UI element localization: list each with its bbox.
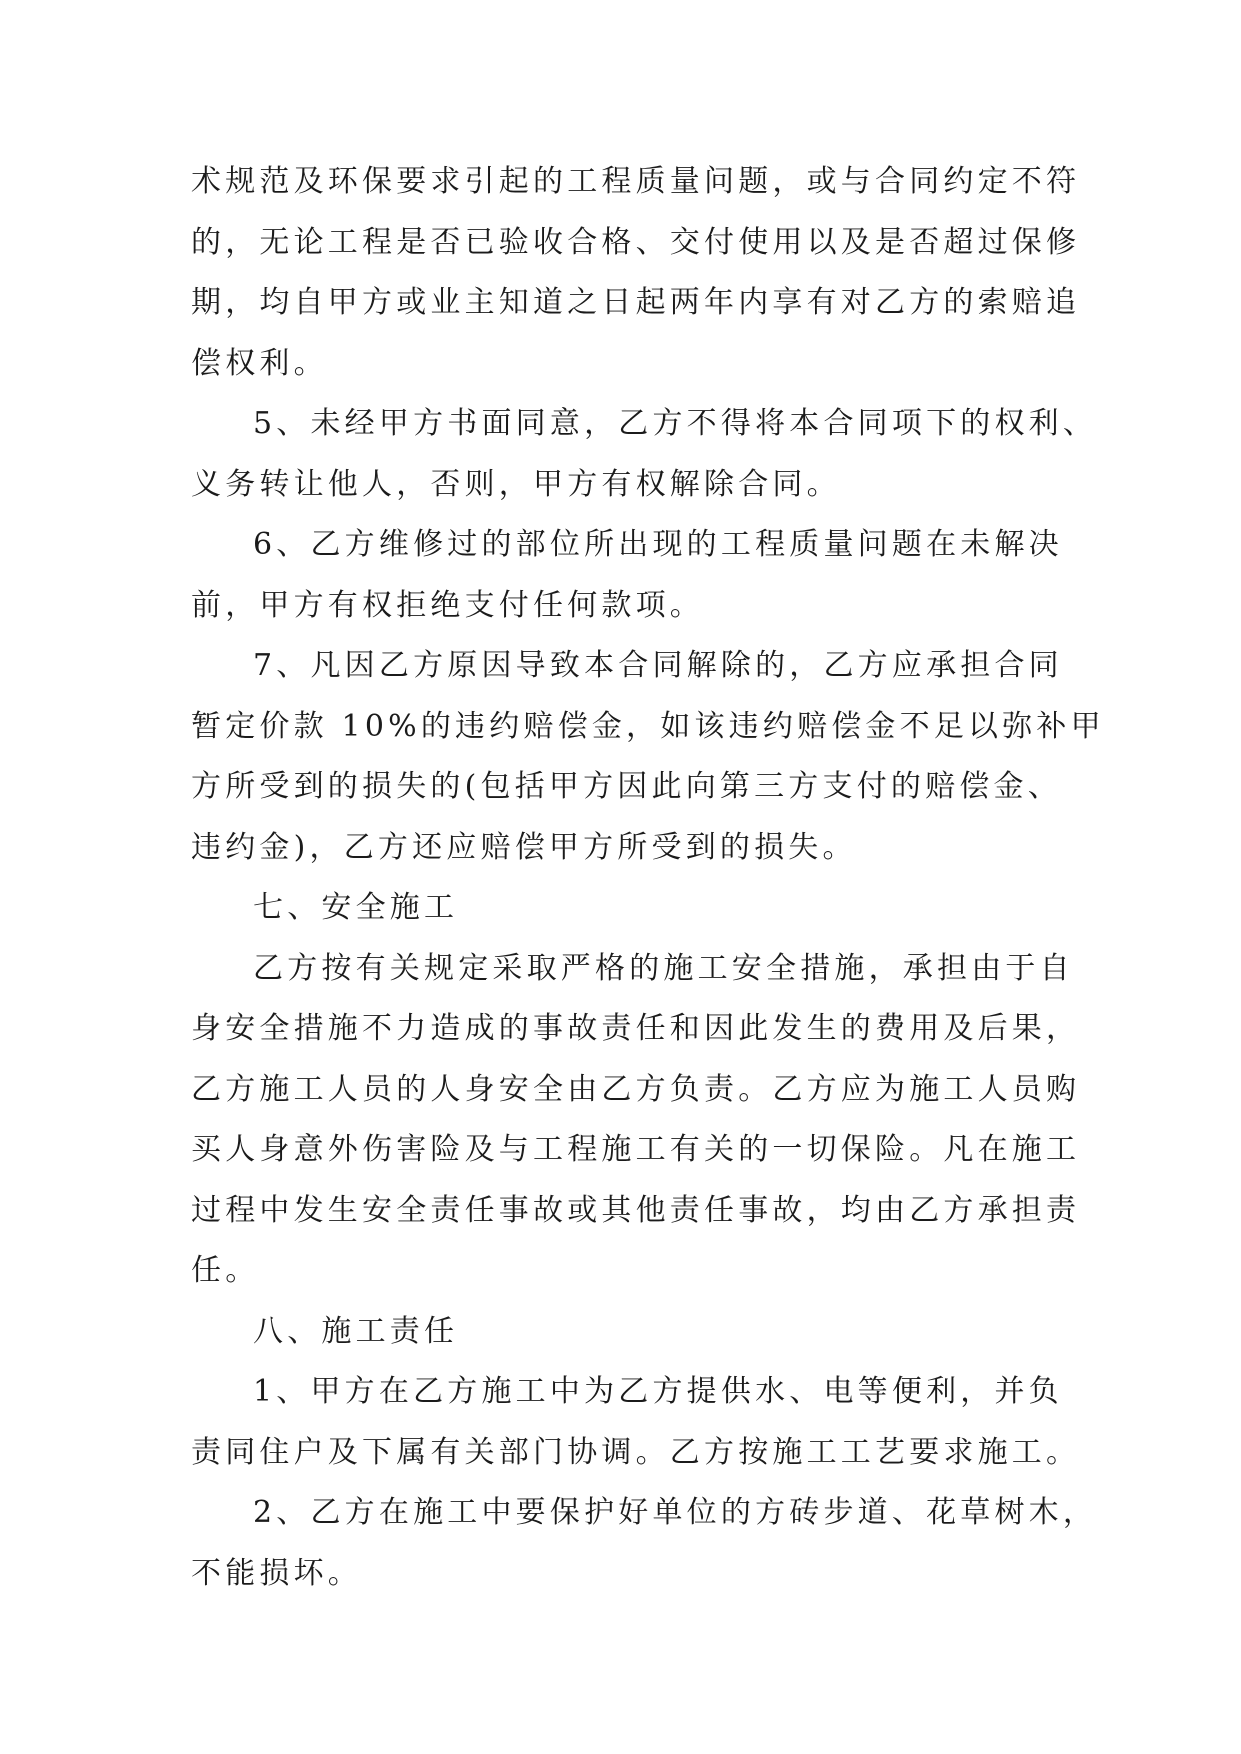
text-line: 身安全措施不力造成的事故责任和因此发生的费用及后果， <box>191 1011 1081 1046</box>
text-line: 任。 <box>191 1253 260 1288</box>
text-line: 买人身意外伤害险及与工程施工有关的一切保险。凡在施工 <box>191 1132 1081 1167</box>
text-line: 过程中发生安全责任事故或其他责任事故，均由乙方承担责 <box>191 1192 1081 1228</box>
clause-1-line: 1、甲方在乙方施工中为乙方提供水、电等便利，并负 <box>253 1374 1063 1409</box>
text-line: 偿权利。 <box>191 345 328 381</box>
safety-paragraph-line: 乙方按有关规定采取严格的施工安全措施，承担由于自 <box>253 950 1074 986</box>
text-line: 乙方施工人员的人身安全由乙方负责。乙方应为施工人员购 <box>191 1071 1081 1107</box>
text-line: 期，均自甲方或业主知道之日起两年内享有对乙方的索赔追 <box>191 285 1081 320</box>
text-line: 的，无论工程是否已验收合格、交付使用以及是否超过保修 <box>191 224 1081 260</box>
document-body <box>191 152 1105 1604</box>
text-line: 暂定价款 10%的违约赔偿金，如该违约赔偿金不足以弥补甲 <box>191 708 1105 744</box>
text-line: 前，甲方有权拒绝支付任何款项。 <box>191 587 704 623</box>
text-line: 责同住户及下属有关部门协调。乙方按施工工艺要求施工。 <box>191 1434 1081 1470</box>
clause-5-line: 5、未经甲方书面同意，乙方不得将本合同项下的权利、 <box>253 406 1098 441</box>
text-line: 术规范及环保要求引起的工程质量问题，或与合同约定不符 <box>191 164 1081 199</box>
text-line: 方所受到的损失的(包括甲方因此向第三方支付的赔偿金、 <box>191 769 1062 804</box>
text-line: 违约金)，乙方还应赔偿甲方所受到的损失。 <box>191 829 857 865</box>
clause-7-line: 7、凡因乙方原因导致本合同解除的，乙方应承担合同 <box>253 648 1063 683</box>
text-line: 不能损坏。 <box>191 1555 362 1591</box>
clause-6-line: 6、乙方维修过的部位所出现的工程质量问题在未解决 <box>253 527 1063 562</box>
section-heading-responsibility: 八、施工责任 <box>253 1313 459 1349</box>
text-line: 义务转让他人，否则，甲方有权解除合同。 <box>191 466 841 502</box>
section-heading-safety: 七、安全施工 <box>253 890 459 925</box>
clause-2-line: 2、乙方在施工中要保护好单位的方砖步道、花草树木， <box>253 1495 1098 1530</box>
